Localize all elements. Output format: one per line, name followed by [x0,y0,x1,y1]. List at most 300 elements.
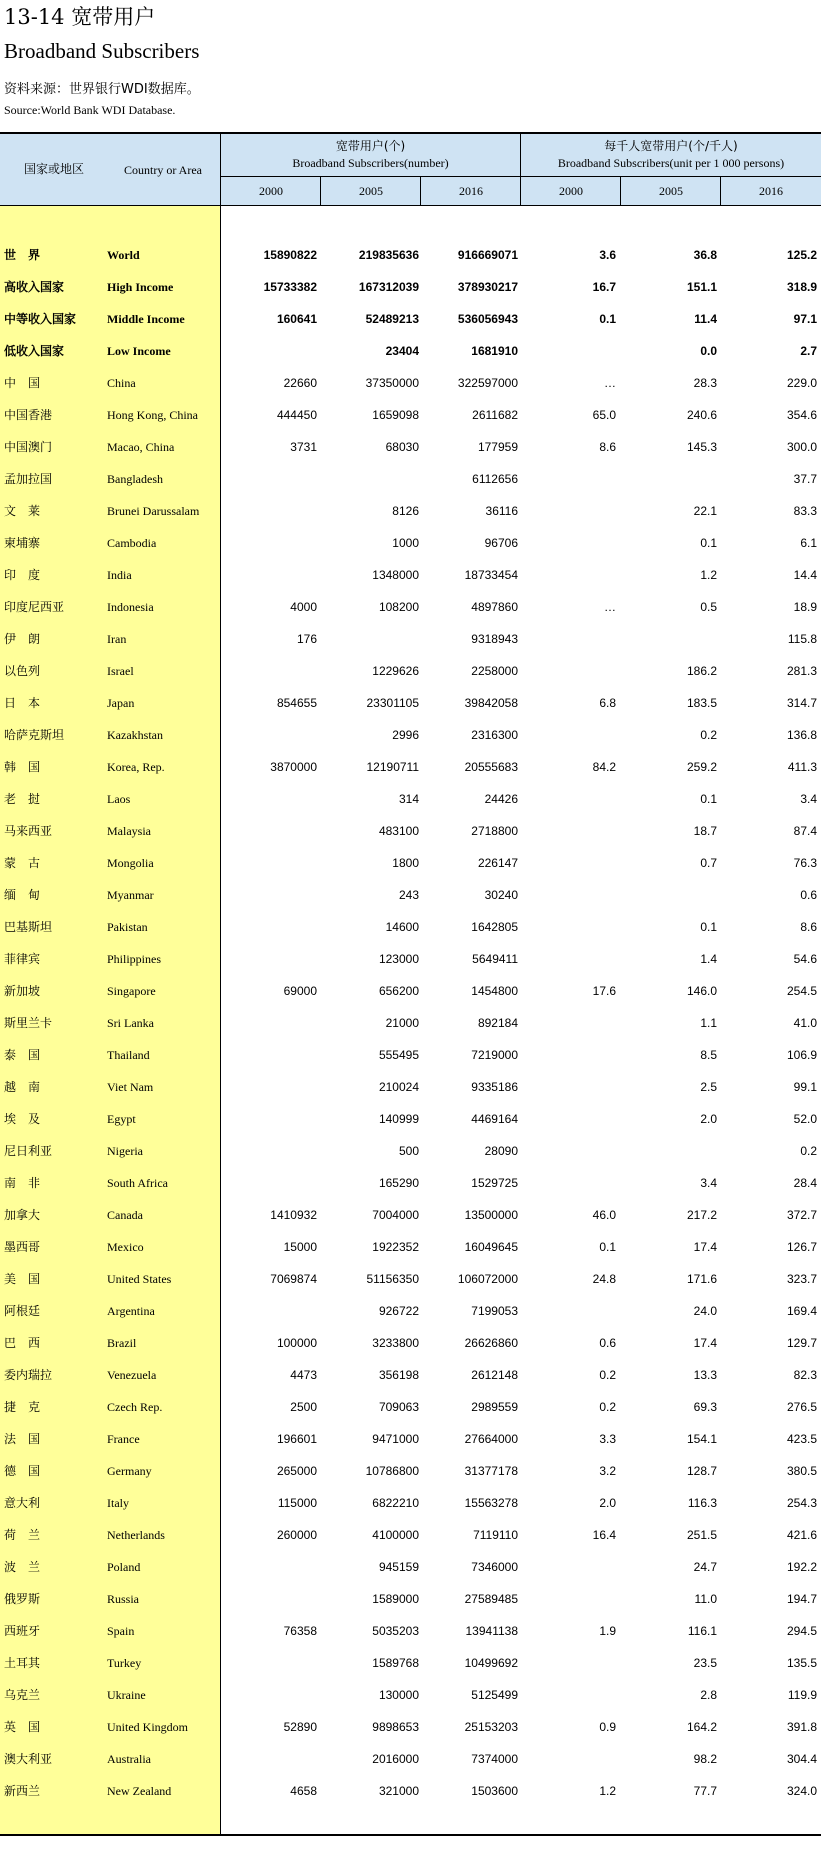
country-name-english: Cambodia [107,536,157,550]
country-name-chinese: 柬埔寨 [4,536,41,550]
value-cell: 1800 [392,856,419,870]
country-name-chinese: 蒙 古 [4,856,41,870]
value-cell: 3233800 [372,1336,419,1350]
country-name-chinese: 土耳其 [4,1656,41,1670]
country-name-chinese: 越 南 [4,1080,41,1094]
country-name-chinese: 中 国 [4,376,41,390]
value-cell: 9335186 [471,1080,518,1094]
country-name-english: World [107,248,140,262]
value-cell: 7219000 [471,1048,518,1062]
value-cell: 254.5 [786,984,817,998]
country-name-chinese: 法 国 [4,1432,41,1446]
value-cell: 2258000 [471,664,518,678]
country-name-english: Pakistan [107,920,148,934]
value-cell: 54.6 [793,952,817,966]
value-cell: 15890822 [263,248,317,262]
value-cell: 51156350 [366,1272,419,1286]
country-name-chinese: 巴基斯坦 [4,920,53,934]
value-cell: 0.9 [599,1720,616,1734]
table-row [0,944,821,976]
country-name-english: Low Income [107,344,171,358]
value-cell: 186.2 [686,664,717,678]
value-cell: 254.3 [786,1496,817,1510]
value-cell: 28.3 [693,376,717,390]
table-row [0,464,821,496]
country-name-chinese: 新加坡 [4,984,41,998]
header-year: 2016 [459,184,483,198]
country-name-chinese: 加拿大 [4,1208,41,1222]
table-row [0,272,821,304]
value-cell: 135.5 [786,1656,817,1670]
value-cell: 0.1 [700,792,717,806]
country-name-chinese: 意大利 [4,1496,41,1510]
value-cell: 1229626 [372,664,419,678]
value-cell: 140999 [378,1112,419,1126]
value-cell: … [604,600,616,614]
table-row [0,720,821,752]
value-cell: 5649411 [472,952,518,966]
value-cell: 194.7 [786,1592,817,1606]
value-cell: 1000 [392,536,419,550]
value-cell: 4897860 [471,600,518,614]
country-name-english: Egypt [107,1112,136,1126]
value-cell: 11.0 [694,1592,717,1606]
table-row [0,560,821,592]
value-cell: 0.1 [700,920,717,934]
value-cell: 2.7 [800,344,817,358]
value-cell: 177959 [477,440,518,454]
table-row [0,1136,821,1168]
value-cell: 444450 [276,408,317,422]
value-cell: 0.2 [599,1400,616,1414]
country-name-chinese: 墨西哥 [4,1240,41,1254]
value-cell: 13500000 [464,1208,518,1222]
value-cell: 0.2 [800,1144,817,1158]
country-name-english: Germany [107,1464,152,1478]
header-country-english: Country or Area [124,163,202,177]
country-name-chinese: 南 非 [4,1176,41,1190]
value-cell: 15000 [283,1240,317,1254]
value-cell: 87.4 [793,824,817,838]
value-cell: 2611682 [472,408,518,422]
country-name-chinese: 日 本 [4,696,41,710]
data-table [0,132,821,1836]
table-row [0,1328,821,1360]
table-row [0,1168,821,1200]
table-row [0,848,821,880]
value-cell: 1.2 [700,568,717,582]
table-row [0,912,821,944]
value-cell: 11.4 [694,312,717,326]
source-note-chinese: 资料来源：世界银行WDI数据库。 [4,82,200,97]
table-row [0,1712,821,1744]
value-cell: 2500 [290,1400,317,1414]
value-cell: 1454800 [471,984,518,998]
value-cell: 656200 [378,984,419,998]
value-cell: 192.2 [786,1560,817,1574]
value-cell: 536056943 [457,312,518,326]
value-cell: 160641 [276,312,317,326]
value-cell: 5125499 [471,1688,518,1702]
value-cell: 176 [296,632,317,646]
country-name-chinese: 巴 西 [4,1336,41,1350]
table-row [0,1744,821,1776]
value-cell: 276.5 [786,1400,817,1414]
value-cell: 36.8 [693,248,717,262]
value-cell: 123000 [378,952,419,966]
value-cell: 321000 [378,1784,419,1798]
value-cell: 136.8 [786,728,817,742]
value-cell: 18.7 [693,824,717,838]
table-row [0,1616,821,1648]
country-name-chinese: 委内瑞拉 [4,1368,53,1382]
value-cell: 171.6 [686,1272,717,1286]
country-name-chinese: 以色列 [4,664,41,678]
value-cell: 27664000 [464,1432,518,1446]
value-cell: 52.0 [793,1112,817,1126]
value-cell: 196601 [276,1432,317,1446]
value-cell: 7199053 [471,1304,518,1318]
value-cell: 4469164 [471,1112,518,1126]
value-cell: 1922352 [372,1240,419,1254]
table-row [0,368,821,400]
value-cell: 281.3 [786,664,817,678]
value-cell: 2.8 [700,1688,717,1702]
value-cell: 24426 [484,792,518,806]
page-title-chinese: 13-14 宽带用户 [4,5,156,29]
value-cell: 82.3 [793,1368,817,1382]
country-name-chinese: 澳大利亚 [4,1752,53,1766]
country-name-english: Turkey [107,1656,142,1670]
value-cell: 1589000 [372,1592,419,1606]
value-cell: 1681910 [471,344,518,358]
country-name-chinese: 德 国 [4,1464,41,1478]
header-year: 2005 [659,184,683,198]
value-cell: 9471000 [372,1432,419,1446]
country-name-english: Viet Nam [107,1080,154,1094]
country-name-english: Nigeria [107,1144,143,1158]
value-cell: 126.7 [786,1240,817,1254]
value-cell: 380.5 [786,1464,817,1478]
value-cell: 555495 [378,1048,419,1062]
country-name-chinese: 阿根廷 [4,1304,41,1318]
table-row [0,336,821,368]
country-name-chinese: 中国香港 [4,408,53,422]
country-name-english: Spain [107,1624,135,1638]
value-cell: 4100000 [372,1528,419,1542]
value-cell: 251.5 [686,1528,717,1542]
table-row [0,1360,821,1392]
value-cell: 24.0 [693,1304,717,1318]
value-cell: 116.3 [687,1496,717,1510]
value-cell: 13941138 [465,1624,518,1638]
source-note-english: Source:World Bank WDI Database. [4,103,176,117]
value-cell: 96706 [484,536,518,550]
country-name-english: Thailand [107,1048,150,1062]
value-cell: 3.6 [599,248,616,262]
value-cell: 14600 [385,920,419,934]
value-cell: 0.1 [599,312,616,326]
value-cell: 229.0 [786,376,817,390]
table-row [0,592,821,624]
country-name-english: High Income [107,280,174,294]
value-cell: 22660 [283,376,317,390]
value-cell: 12190711 [366,760,419,774]
value-cell: 151.1 [686,280,717,294]
country-name-chinese: 文 莱 [4,504,41,518]
country-name-english: United Kingdom [107,1720,188,1734]
value-cell: 4473 [290,1368,317,1382]
value-cell: 3.2 [599,1464,616,1478]
value-cell: 3731 [290,440,317,454]
value-cell: 76.3 [793,856,817,870]
value-cell: 31377178 [464,1464,518,1478]
country-name-english: France [107,1432,140,1446]
value-cell: 169.4 [786,1304,817,1318]
table-row [0,880,821,912]
country-name-english: United States [107,1272,172,1286]
table-row [0,1232,821,1264]
value-cell: 926722 [378,1304,419,1318]
value-cell: 77.7 [693,1784,717,1798]
value-cell: 709063 [378,1400,419,1414]
value-cell: 8.6 [800,920,817,934]
value-cell: 1410932 [270,1208,317,1222]
table-row [0,784,821,816]
country-name-chinese: 泰 国 [4,1048,41,1062]
country-name-english: Kazakhstan [107,728,163,742]
value-cell: 116.1 [687,1624,717,1638]
country-name-english: Hong Kong, China [107,408,198,422]
value-cell: 83.3 [793,504,817,518]
value-cell: 217.2 [686,1208,717,1222]
value-cell: 125.2 [786,248,817,262]
table-row [0,1264,821,1296]
value-cell: 1589768 [372,1656,419,1670]
country-name-english: New Zealand [107,1784,172,1798]
value-cell: 146.0 [686,984,717,998]
value-cell: 16049645 [464,1240,518,1254]
country-name-chinese: 乌克兰 [4,1688,41,1702]
value-cell: 9318943 [471,632,518,646]
value-cell: 945159 [378,1560,419,1574]
value-cell: 0.2 [700,728,717,742]
value-cell: 68030 [385,440,419,454]
value-cell: 76358 [283,1624,317,1638]
value-cell: 210024 [378,1080,419,1094]
country-name-chinese: 韩 国 [4,760,41,774]
table-row [0,688,821,720]
country-name-chinese: 伊 朗 [4,632,41,646]
value-cell: 421.6 [786,1528,817,1542]
country-name-chinese: 英 国 [4,1720,41,1734]
value-cell: 4000 [290,600,317,614]
value-cell: 115.8 [787,632,817,646]
value-cell: 916669071 [457,248,518,262]
table-row [0,752,821,784]
value-cell: 0.7 [700,856,717,870]
value-cell: 27589485 [464,1592,518,1606]
table-row [0,1488,821,1520]
country-name-english: Korea, Rep. [107,760,165,774]
value-cell: 304.4 [786,1752,817,1766]
header-year: 2000 [559,184,583,198]
country-name-english: India [107,568,132,582]
value-cell: 46.0 [592,1208,616,1222]
value-cell: 500 [398,1144,419,1158]
country-name-chinese: 印度尼西亚 [4,600,65,614]
value-cell: 378930217 [457,280,518,294]
country-name-english: Sri Lanka [107,1016,154,1030]
value-cell: 98.2 [693,1752,717,1766]
country-name-chinese: 荷 兰 [4,1528,41,1542]
value-cell: 2.0 [700,1112,717,1126]
country-name-english: Brazil [107,1336,137,1350]
country-name-chinese: 斯里兰卡 [4,1016,53,1030]
country-name-english: Brunei Darussalam [107,504,200,518]
value-cell: 2.0 [599,1496,616,1510]
value-cell: 391.8 [786,1720,817,1734]
table-row [0,400,821,432]
value-cell: 0.6 [599,1336,616,1350]
value-cell: 7119110 [473,1528,518,1542]
value-cell: 37.7 [793,472,817,486]
table-row [0,1680,821,1712]
value-cell: 0.1 [700,536,717,550]
value-cell: 17.4 [693,1336,717,1350]
value-cell: 129.7 [786,1336,817,1350]
value-cell: 97.1 [793,312,817,326]
country-name-english: Australia [107,1752,151,1766]
country-name-chinese: 马来西亚 [4,824,53,838]
value-cell: 17.4 [693,1240,717,1254]
table-row [0,1520,821,1552]
value-cell: 10786800 [365,1464,419,1478]
value-cell: 6112656 [472,472,518,486]
value-cell: 9898653 [372,1720,419,1734]
value-cell: 7004000 [372,1208,419,1222]
value-cell: 314 [398,792,419,806]
country-name-english: Indonesia [107,600,154,614]
value-cell: 52890 [283,1720,317,1734]
table-row [0,240,821,272]
value-cell: 265000 [276,1464,317,1478]
country-name-chinese: 世 界 [4,248,41,262]
value-cell: 164.2 [686,1720,717,1734]
value-cell: 30240 [484,888,518,902]
value-cell: 356198 [378,1368,419,1382]
value-cell: 354.6 [786,408,817,422]
country-name-english: Philippines [107,952,162,966]
value-cell: 69.3 [693,1400,717,1414]
value-cell: 260000 [276,1528,317,1542]
country-name-english: Mexico [107,1240,144,1254]
value-cell: 323.7 [786,1272,817,1286]
table-row [0,304,821,336]
country-name-english: Ukraine [107,1688,146,1702]
value-cell: 65.0 [592,408,616,422]
country-name-english: Malaysia [107,824,151,838]
table-row [0,1552,821,1584]
country-name-chinese: 孟加拉国 [4,472,53,486]
country-name-chinese: 菲律宾 [4,952,41,966]
value-cell: 41.0 [793,1016,817,1030]
header-year: 2016 [759,184,783,198]
value-cell: 1.2 [599,1784,616,1798]
table-row [0,1104,821,1136]
value-cell: 1529725 [471,1176,518,1190]
country-name-chinese: 高收入国家 [4,280,65,294]
table-row [0,1040,821,1072]
value-cell: 2.5 [700,1080,717,1094]
value-cell: 0.5 [700,600,717,614]
table-body [0,240,821,1808]
value-cell: 892184 [477,1016,518,1030]
country-name-english: Bangladesh [107,472,163,486]
value-cell: 0.1 [599,1240,616,1254]
value-cell: 23.5 [693,1656,717,1670]
value-cell: 24.7 [693,1560,717,1574]
table-row [0,528,821,560]
country-name-english: Middle Income [107,312,185,326]
table-row [0,816,821,848]
value-cell: 7346000 [471,1560,518,1574]
country-name-chinese: 波 兰 [4,1560,41,1574]
country-name-english: Canada [107,1208,143,1222]
value-cell: 8.6 [599,440,616,454]
value-cell: 18.9 [793,600,817,614]
value-cell: 119.9 [787,1688,817,1702]
value-cell: 106.9 [786,1048,817,1062]
value-cell: 2016000 [372,1752,419,1766]
value-cell: 21000 [385,1016,419,1030]
value-cell: 165290 [378,1176,419,1190]
value-cell: 128.7 [686,1464,717,1478]
value-cell: 1659098 [372,408,419,422]
value-cell: 6.1 [800,536,817,550]
header-country-chinese: 国家或地区 [23,162,84,176]
table-row [0,1200,821,1232]
value-cell: 37350000 [365,376,419,390]
country-name-english: Netherlands [107,1528,165,1542]
value-cell: 16.4 [592,1528,616,1542]
value-cell: 7374000 [471,1752,518,1766]
country-name-english: Czech Rep. [107,1400,163,1414]
page-title-english: Broadband Subscribers [4,39,200,63]
country-name-english: Russia [107,1592,140,1606]
value-cell: 294.5 [786,1624,817,1638]
table-row [0,1648,821,1680]
country-name-chinese: 低收入国家 [4,344,65,358]
value-cell: 411.3 [787,760,817,774]
country-name-chinese: 印 度 [4,568,41,582]
value-cell: 69000 [283,984,317,998]
value-cell: 2718800 [471,824,518,838]
value-cell: 28.4 [793,1176,817,1190]
value-cell: 36116 [485,504,518,518]
value-cell: 5035203 [372,1624,419,1638]
table-bottom-rule [0,1834,821,1836]
value-cell: 318.9 [786,280,817,294]
table-row [0,1392,821,1424]
country-name-chinese: 缅 甸 [4,888,41,902]
value-cell: 8.5 [700,1048,717,1062]
country-name-chinese: 哈萨克斯坦 [4,728,65,742]
value-cell: 0.0 [700,344,717,358]
country-name-chinese: 俄罗斯 [4,1592,41,1606]
country-name-english: Poland [107,1560,141,1574]
country-name-chinese: 西班牙 [4,1624,41,1638]
